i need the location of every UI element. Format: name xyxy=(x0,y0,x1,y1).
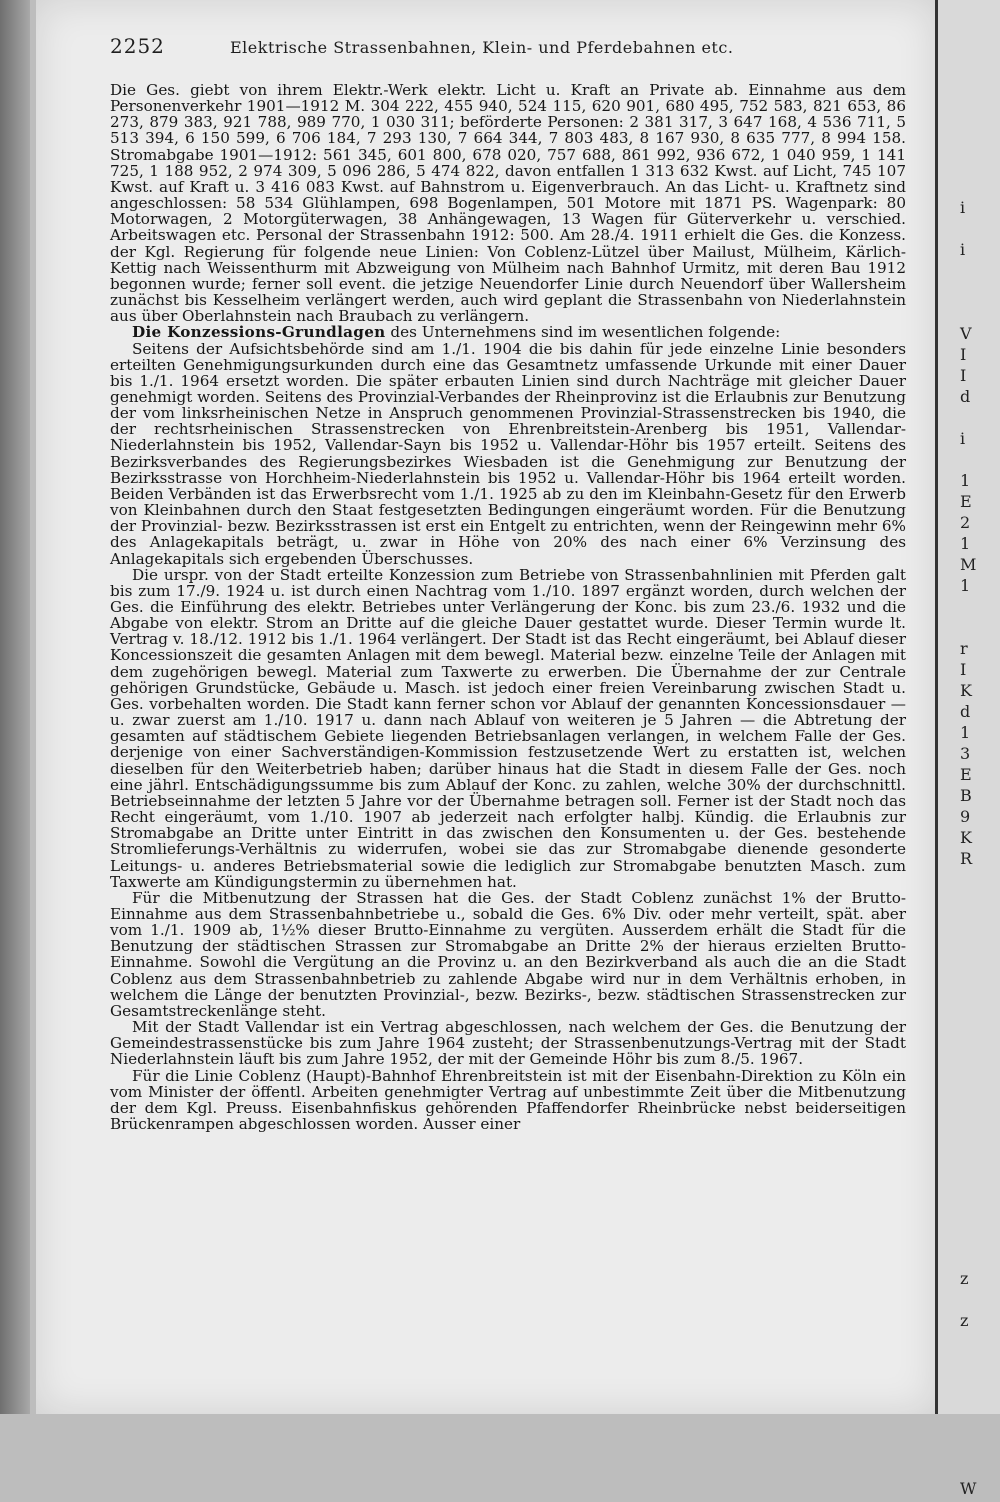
adjacent-page-letter xyxy=(960,1166,996,1187)
adjacent-page-letter xyxy=(960,1376,996,1397)
adjacent-page-letter: W xyxy=(960,1479,977,1498)
adjacent-page-letter: 1 xyxy=(960,576,971,595)
adjacent-page-letter: M xyxy=(960,555,977,574)
page-number: 2252 xyxy=(110,34,165,58)
adjacent-page-letter xyxy=(960,914,996,935)
adjacent-page-letter: i xyxy=(960,198,966,217)
adjacent-page-letter: z xyxy=(960,1311,969,1330)
paragraph-city-concession: Die urspr. von der Stadt erteilte Konzession zum Betriebe von Strassenbahnlinien mit Pferden galt bis zum 17./9. 1924 u. ist durch einen Nachtrag vom 1./10. 1897 ergänzt worden, durch welchen der Ges. die Einführung des elektr. Betriebes unter Verlängerung der Konc. bis zum 23./6. 1932 und die Abgabe von elektr. Strom an Dritte auf die gleiche Dauer gestattet wurde. Dieser Termin wurde lt. Vertrag v. 18./12. 1912 bis 1./1. 1964 verlängert. Der Stadt ist das Recht eingeräumt, bei Ablauf dieser Koncessionszeit die gesamten Anlagen mit dem bewegl. Material bezw. einzelne Teile der Anlagen mit dem zugehörigen bewegl. Material zum Taxwerte zu erwerben. Die Übernahme der zur Centrale gehörigen Grundstücke, Gebäude u. Masch. ist jedoch einer freien Vereinbarung zwischen Stadt u. Ges. vorbehalten worden. Die Stadt kann ferner schon vor Ablauf der genannten Koncessionsdauer — u. zwar zuerst am 1./10. 1917 u. dann nach Ablauf von weiteren je 5 Jahren — die Abtretung der gesamten auf städtischem Gebiete liegenden Betriebsanlagen verlangen, in welchem Falle der Ges. derjenige von einer Sachverständigen-Kommission festzusetzende Wert zu erstatten ist, welchen dieselben für den Weiterbetrieb haben; darüber hinaus hat die Stadt in diesem Falle der Ges. noch eine jährl. Entschädigungssumme bis zum Ablauf der Konc. zu zahlen, welche 30% der durchschnittl. Betriebseinnahme der letzten 5 Jahre vor der Übernahme betragen soll. Ferner ist der Stadt noch das Recht eingeräumt, vom 1./10. 1907 ab jederzeit nach erfolgter halbj. Kündig. die Erlaubnis zur Stromabgabe an Dritte unter Eintritt in das zwischen den Konsumenten u. der Ges. bestehende Stromlieferungs-Verhältnis zu widerrufen, wobei sie das zur Stromabgabe dienende gesonderte Leitungs- u. anderes Betriebsmaterial sowie die lediglich zur Stromabgabe benutzten Masch. zum Taxwerte am Kündigungstermin zu übernehmen hat. xyxy=(110,565,906,891)
adjacent-page-letter: E xyxy=(960,492,972,511)
adjacent-page-letter: d xyxy=(960,702,971,721)
adjacent-page-letter xyxy=(960,1439,996,1460)
adjacent-page-letter xyxy=(960,1019,996,1040)
adjacent-page-letter xyxy=(960,977,996,998)
scan-binding-shadow xyxy=(0,0,30,1414)
adjacent-page-letter xyxy=(960,956,996,977)
adjacent-page-letter xyxy=(960,305,996,326)
paragraph-vallendar-contract: Mit der Stadt Vallendar ist ein Vertrag abgeschlossen, nach welchem der Ges. die Benutzung der Gemeindestrassenstücke bis zum Jahre 1964 zusteht; der Strassenbenutzungs-Vertrag mit der Stadt Niederlahnstein läuft bis zum Jahre 1952, der mit der Gemeinde Höhr bis zum 8./5. 1967. xyxy=(110,1018,906,1069)
section-heading: Die Konzessions-Grundlagen xyxy=(132,323,386,342)
adjacent-page-letter: B xyxy=(960,786,972,805)
adjacent-page-letter: I xyxy=(960,366,967,385)
adjacent-page-letter xyxy=(960,1208,996,1229)
adjacent-page-letter xyxy=(960,599,996,620)
paragraph-street-usage-fees: Für die Mitbenutzung der Strassen hat die Ges. der Stadt Coblenz zunächst 1% der Brutto-Einnahme aus dem Strassenbahnbetriebe u., sobald die Ges. 6% Div. oder mehr verteilt, spät. aber vom 1./1. 1909 ab, 1½% dieser Brutto-Einnahme zu vergüten. Ausserdem erhält die Stadt für die Benutzung der städtischen Strassen zur Stromabgabe an Dritte 2% der hieraus erzielten Brutto-Einnahme. Sowohl die Vergütung an die Provinz u. an den Bezirkverband als auch die an die Stadt Coblenz aus dem Strassenbahnbetrieb zu zahlende Abgabe wird nur in dem Verhältnis erhoben, in welchem die Länge der benutzten Provinzial-, bezw. Bezirks-, bezw. städtischen Strassenstrecken zur Gesamtstreckenlänge steht. xyxy=(110,888,906,1020)
adjacent-page-letter xyxy=(960,1082,996,1103)
adjacent-page-edge xyxy=(935,0,1000,1498)
adjacent-page-letter xyxy=(960,893,996,914)
adjacent-page-letter: z xyxy=(960,1269,969,1288)
adjacent-page-letter: 2 xyxy=(960,513,971,532)
adjacent-page-letter xyxy=(960,935,996,956)
adjacent-page-letter: K xyxy=(960,681,972,700)
adjacent-page-letter: E xyxy=(960,765,972,784)
adjacent-page-letter xyxy=(960,620,996,641)
adjacent-page-letter xyxy=(960,263,996,284)
adjacent-page-letter xyxy=(960,1187,996,1208)
adjacent-page-letter xyxy=(960,1292,996,1313)
adjacent-page-letter: 1 xyxy=(960,534,971,553)
adjacent-page-letter xyxy=(960,284,996,305)
paragraph-rhine-bridge: Für die Linie Coblenz (Haupt)-Bahnhof Ehrenbreitstein ist mit der Eisenbahn-Direktion zu Köln ein vom Minister der öffentl. Arbeiten genehmigter Vertrag auf unbestimmte Zeit über die Mitbenutzung der dem Kgl. Preuss. Eisenbahnfiskus gehörenden Pfaffendorfer Rheinbrücke nebst beiderseitigen Brückenrampen abgeschlossen worden. Ausser einer xyxy=(110,1066,906,1133)
adjacent-page-letter xyxy=(960,221,996,242)
adjacent-page-letters xyxy=(960,198,996,1498)
section-heading-continuation: des Unternehmens sind im wesentlichen folgende: xyxy=(385,323,781,342)
adjacent-page-letter: r xyxy=(960,639,968,658)
adjacent-page-letter xyxy=(960,1229,996,1250)
adjacent-page-letter: K xyxy=(960,828,972,847)
adjacent-page-letter xyxy=(960,1334,996,1355)
paragraph-concession-intro xyxy=(110,324,906,340)
running-title: Elektrische Strassenbahnen, Klein- und Pferdebahnen etc. xyxy=(230,38,734,57)
adjacent-page-letter xyxy=(960,1124,996,1145)
adjacent-page-letter xyxy=(960,1418,996,1439)
adjacent-page-letter: I xyxy=(960,660,967,679)
adjacent-page-letter: V xyxy=(960,324,972,343)
page-header xyxy=(110,34,890,68)
adjacent-page-letter: I xyxy=(960,345,967,364)
book-page xyxy=(36,0,936,1414)
paragraph-supervisory-authority: Seitens der Aufsichtsbehörde sind am 1./1. 1904 die bis dahin für jede einzelne Linie besonders erteilten Genehmigungsurkunden durch eine das Gesamtnetz umfassende Urkunde mit einer Dauer bis 1./1. 1964 ersetzt worden. Die später erbauten Linien sind durch Nachträge mit gleicher Dauer genehmigt worden. Seitens des Provinzial-Verbandes der Rheinprovinz ist die Erlaubnis zur Benutzung der vom linksrheinischen Netze in Anspruch genommenen Provinzial-Strassenstrecken bis 1940, die der rechtsrheinischen Strassenstrecken von Ehrenbreitstein-Arenberg bis 1951, Vallendar-Niederlahnstein bis 1952, Vallendar-Sayn bis 1952 u. Vallendar-Höhr bis 1957 erteilt. Seitens des Bezirksverbandes des Regierungsbezirkes Wiesbaden ist die Genehmigung zur Benutzung der Bezirksstrasse von Horchheim-Niederlahnstein bis 1952 u. Vallendar-Höhr bis 1964 erteilt worden. Beiden Verbänden ist das Erwerbsrecht vom 1./1. 1925 ab zu den im Kleinbahn-Gesetz für den Erwerb von Kleinbahnen durch den Staat festgesetzten Bedingungen eingeräumt worden. Für die Benutzung der Provinzial- bezw. Bezirksstrassen ist erst ein Entgelt zu entrichten, wenn der Reingewinn mehr 6% des Anlagekapitals beträgt, u. zwar in Höhe von 20% des nach einer 6% Verzinsung des Anlagekapitals sich ergebenden Überschusses. xyxy=(110,339,906,568)
adjacent-page-letter xyxy=(960,1250,996,1271)
adjacent-page-letter: i xyxy=(960,240,966,259)
adjacent-page-letter xyxy=(960,452,996,473)
adjacent-page-letter: 3 xyxy=(960,744,971,763)
adjacent-page-letter: 1 xyxy=(960,471,971,490)
adjacent-page-letter xyxy=(960,410,996,431)
adjacent-page-letter xyxy=(960,872,996,893)
adjacent-page-letter: 1 xyxy=(960,723,971,742)
body-text xyxy=(110,82,906,1132)
paragraph-company-statistics: Die Ges. giebt von ihrem Elektr.-Werk elektr. Licht u. Kraft an Private ab. Einnahme aus dem Personenverkehr 1901—1912 M. 304 222, 455 940, 524 115, 620 901, 680 495, 752 583, 821 653, 86 273, 879 383, 921 788, 989 770, 1 030 311; beförderte Personen: 2 381 317, 3 647 168, 4 536 711, 5 513 394, 6 150 599, 6 706 184, 7 293 130, 7 664 344, 7 803 483, 8 167 930, 8 635 777, 8 994 158. Stromabgabe 1901—1912: 561 345, 601 800, 678 020, 757 688, 861 992, 936 672, 1 040 959, 1 141 725, 1 188 952, 2 974 309, 5 096 286, 5 474 822, davon entfallen 1 313 632 Kwst. auf Licht, 745 107 Kwst. auf Kraft u. 3 416 083 Kwst. auf Bahnstrom u. Eigenverbrauch. An das Licht- u. Kraftnetz sind angeschlossen: 58 534 Glühlampen, 698 Bogenlampen, 501 Motore mit 1871 PS. Wagenpark: 80 Motorwagen, 2 Motorgüterwagen, 38 Anhängewagen, 13 Wagen für Güterverkehr u. verschied. Arbeitswagen etc. Personal der Strassenbahn 1912: 500. Am 28./4. 1911 erhielt die Ges. die Konzess. der Kgl. Regierung für folgende neue Linien: Von Coblenz-Lützel über Mailust, Mülheim, Kärlich-Kettig nach Weissenthurm mit Abzweigung von Mülheim nach Bahnhof Urmitz, mit deren Bau 1912 begonnen wurde; ferner soll event. die jetzige Neuendorfer Linie durch Neuendorf über Wallersheim zunächst bis Kesselheim verlängert werden, auch wird geplant die Strassenbahn von Niederlahnstein aus über Oberlahnstein nach Braubach zu verlängern. xyxy=(110,81,906,326)
adjacent-page-letter: R xyxy=(960,849,973,868)
adjacent-page-letter xyxy=(960,1145,996,1166)
adjacent-page-letter xyxy=(960,1460,996,1481)
adjacent-page-letter: i xyxy=(960,429,966,448)
adjacent-page-letter xyxy=(960,1103,996,1124)
adjacent-page-letter xyxy=(960,1397,996,1418)
adjacent-page-letter: 9 xyxy=(960,807,971,826)
adjacent-page-letter xyxy=(960,1040,996,1061)
adjacent-page-letter xyxy=(960,998,996,1019)
adjacent-page-letter xyxy=(960,1061,996,1082)
adjacent-page-letter xyxy=(960,1355,996,1376)
adjacent-page-letter: d xyxy=(960,387,971,406)
